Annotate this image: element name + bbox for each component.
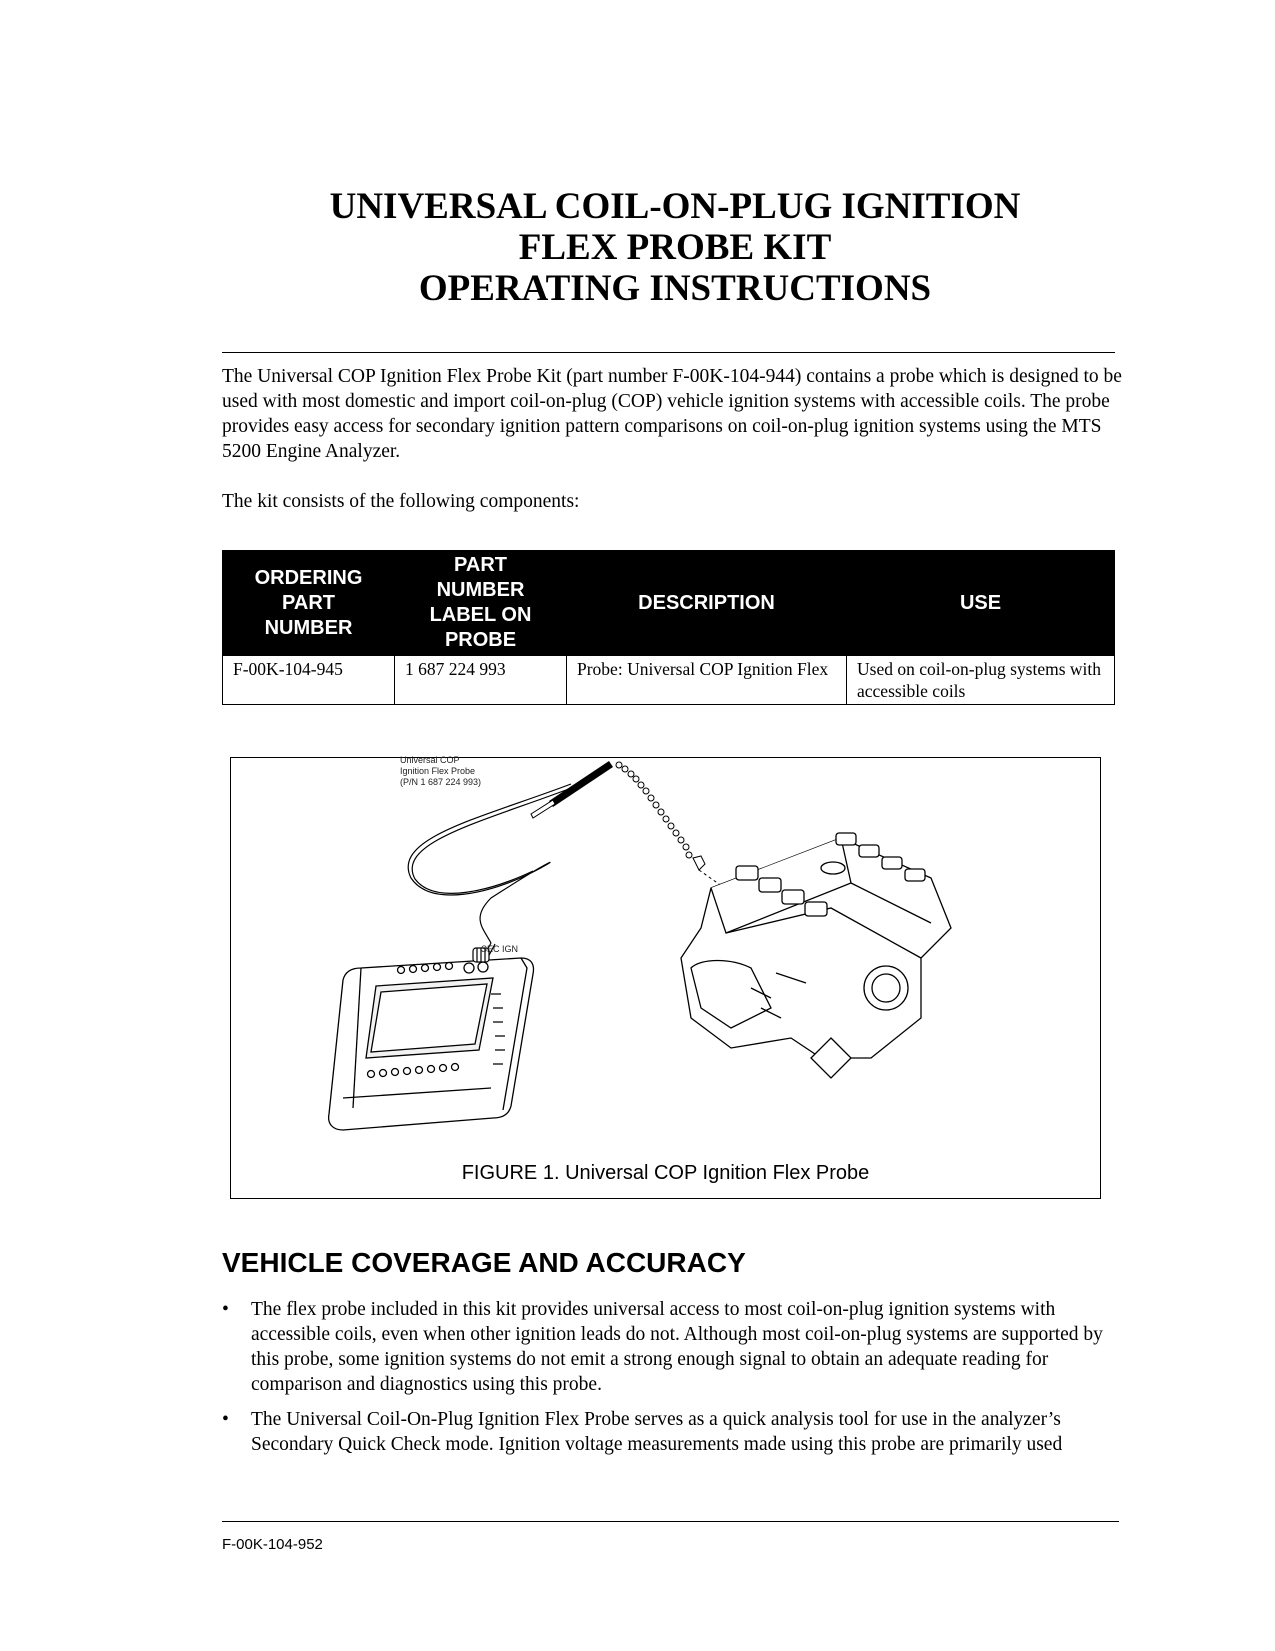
title-line-2: FLEX PROBE KIT <box>518 227 832 268</box>
intro-text: The Universal COP Ignition Flex Probe Kit (part number F-00K-104-944) contains a probe which is designed to be used with most domestic and import coil-on-plug (COP) vehicle ignition systems with accessible coils. The probe provides easy access for secondary ignition pattern comparisons on coil-on-plug ignition systems using the MTS 5200 Engine Analyzer. <box>222 366 1122 462</box>
sec-ign-label: SEC IGN <box>481 944 519 954</box>
coverage-bullet-list <box>222 1297 1122 1467</box>
bullet-symbol: • <box>222 1409 229 1430</box>
bullet-text: The Universal Coil-On-Plug Ignition Flex Probe serves as a quick analysis tool for use in the analyzer’s Secondary Quick Check mode. Ignition voltage measurements made using this probe are primarily used <box>251 1409 1063 1455</box>
analyzer-device <box>329 958 534 1130</box>
table-header-row <box>223 551 1115 656</box>
cell-ordering-part-number: F-00K-104-945 <box>223 656 395 705</box>
components-table <box>222 550 1115 705</box>
probe-cable <box>408 784 574 959</box>
list-item <box>222 1297 1122 1397</box>
kit-sentence: The kit consists of the following components: <box>222 491 580 512</box>
header-rule <box>222 352 1115 353</box>
engine-illustration <box>681 833 951 1078</box>
header-ordering-part-number: ORDERING PART NUMBER <box>223 551 395 656</box>
header-description: DESCRIPTION <box>567 551 847 656</box>
header-part-number-label: PART NUMBER LABEL ON PROBE <box>395 551 567 656</box>
figure-1 <box>230 757 1101 1199</box>
bullet-symbol: • <box>222 1299 229 1320</box>
list-item <box>222 1407 1122 1457</box>
table-row <box>223 656 1115 705</box>
figure-caption: FIGURE 1. Universal COP Ignition Flex Probe <box>461 1162 870 1184</box>
probe-flex-tip <box>616 762 705 870</box>
footer-rule <box>222 1521 1119 1522</box>
cell-description: Probe: Universal COP Ignition Flex <box>567 656 847 705</box>
figure-illustration <box>231 758 1100 1198</box>
cell-probe-label: 1 687 224 993 <box>395 656 567 705</box>
probe-callout-text: Universal COP Ignition Flex Probe (P/N 1 687 224 993) <box>400 755 482 787</box>
footer-document-number: F-00K-104-952 <box>222 1536 323 1553</box>
cell-use: Used on coil-on-plug systems with accessible coils <box>847 656 1115 705</box>
section-heading: VEHICLE COVERAGE AND ACCURACY <box>222 1247 746 1278</box>
title-line-1: UNIVERSAL COIL-ON-PLUG IGNITION <box>329 186 1021 227</box>
bullet-text: The flex probe included in this kit provides universal access to most coil-on-plug ignition systems with accessible coils, even when other ignition leads do not. Although most coil-on-plug systems are supported by this probe, some ignition systems do not emit a strong enough signal to obtain an adequate reading for comparison and diagnostics using this probe. <box>251 1299 1103 1395</box>
document-title <box>222 186 1128 309</box>
header-use: USE <box>847 551 1115 656</box>
intro-paragraph <box>222 364 1122 464</box>
probe-handle <box>531 761 613 818</box>
title-line-3: OPERATING INSTRUCTIONS <box>418 268 932 309</box>
